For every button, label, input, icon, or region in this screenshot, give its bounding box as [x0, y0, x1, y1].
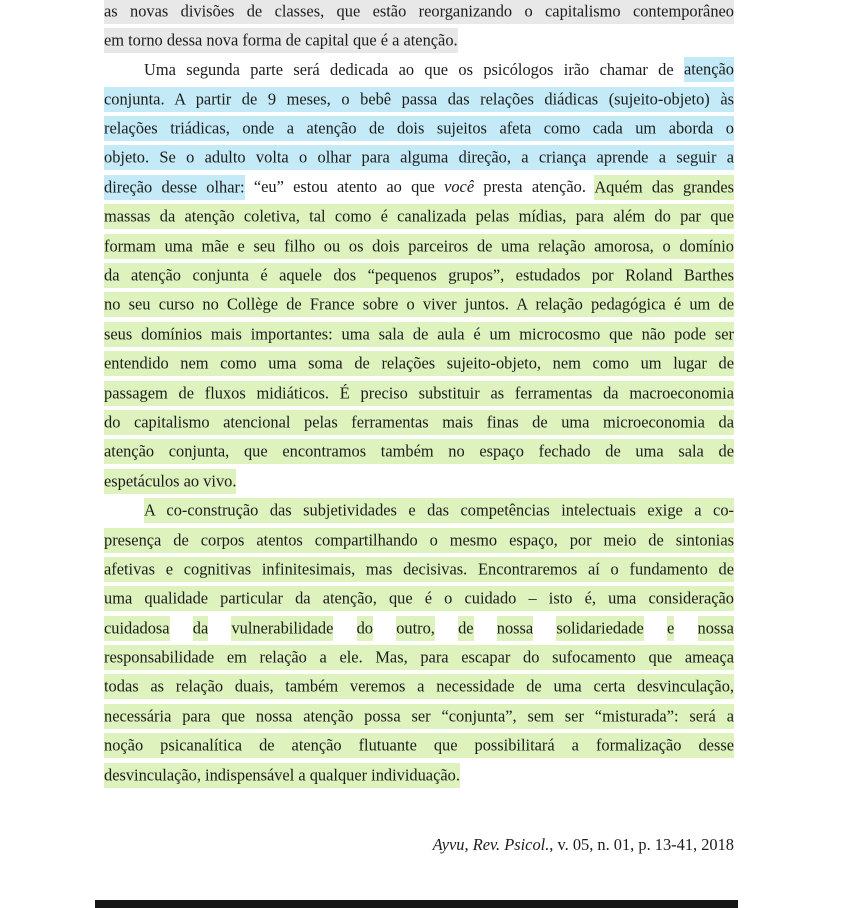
highlighted-word: e — [667, 616, 674, 641]
journal-citation — [104, 834, 734, 856]
highlighted-text: presença de corpos atentos compartilhando o mesmo espaço, por meio de sintonias — [104, 528, 734, 553]
text-line — [104, 319, 734, 348]
highlighted-text: responsabilidade em relação a ele. Mas, para escapar do sufocamento que ameaça — [104, 645, 734, 670]
text-line — [104, 760, 734, 789]
highlighted-text: atenção — [684, 57, 734, 82]
plain-text: Uma segunda parte será dedicada ao que os psicólogos irão chamar de — [144, 59, 684, 79]
highlighted-word: nossa — [698, 616, 734, 641]
text-line — [104, 496, 734, 525]
article-text-block — [104, 0, 734, 790]
highlighted-text: formam uma mãe e seu filho ou os dois parceiros de uma relação amorosa, o domínio — [104, 234, 734, 259]
plain-text: presta atenção. — [474, 177, 595, 197]
italic-text: Ayvu, Rev. Psicol. — [432, 835, 550, 854]
highlighted-word: outro, — [396, 616, 435, 641]
highlighted-text: seus domínios mais importantes: uma sala de aula é um microcosmo que não pode ser — [104, 322, 734, 347]
text-line — [104, 0, 734, 25]
highlighted-text: afetivas e cognitivas infinitesimais, mas decisivas. Encontraremos aí o fundamento de — [104, 557, 734, 582]
text-line — [104, 525, 734, 554]
text-line — [104, 554, 734, 583]
text-line — [104, 613, 734, 642]
highlighted-text: passagem de fluxos midiáticos. É preciso substituir as ferramentas da macroeconomia — [104, 381, 734, 406]
text-line — [104, 437, 734, 466]
highlighted-word: de — [458, 616, 473, 641]
highlighted-text: direção desse olhar: — [104, 175, 245, 200]
highlighted-text: relações triádicas, onde a atenção de dois sujeitos afeta como cada um aborda o — [104, 116, 734, 141]
text-line — [104, 261, 734, 290]
highlighted-word: do — [357, 616, 373, 641]
text-line — [104, 466, 734, 495]
text-line — [104, 701, 734, 730]
highlighted-text: no seu curso no Collège de France sobre o viver juntos. A relação pedagógica é um de — [104, 292, 734, 317]
text-line — [104, 378, 734, 407]
highlighted-text: uma qualidade particular da atenção, que é o cuidado – isto é, uma consideração — [104, 586, 734, 611]
highlighted-text: entendido nem como uma soma de relações sujeito-objeto, nem como um lugar de — [104, 351, 734, 376]
highlighted-word: da — [193, 616, 208, 641]
highlighted-word: solidariedade — [556, 616, 643, 641]
highlighted-text: atenção conjunta, que encontramos também no espaço fechado de uma sala de — [104, 439, 734, 464]
highlighted-text: desvinculação, indispensável a qualquer individuação. — [104, 763, 460, 788]
highlighted-text: conjunta. A partir de 9 meses, o bebê passa das relações diádicas (sujeito-objeto) às — [104, 87, 734, 112]
plain-text: “eu” estou atento ao que — [244, 177, 445, 197]
text-line — [104, 172, 734, 201]
highlighted-word: vulnerabilidade — [231, 616, 333, 641]
highlighted-text: todas as relação duais, também veremos a necessidade de uma certa desvinculação, — [104, 674, 734, 699]
text-line — [104, 231, 734, 260]
highlighted-text: em torno dessa nova forma de capital que é a atenção. — [104, 28, 458, 53]
highlighted-word: nossa — [497, 616, 533, 641]
text-line — [104, 290, 734, 319]
highlighted-text: A co-construção das subjetividades e das competências intelectuais exige a co- — [144, 498, 734, 523]
text-line — [104, 584, 734, 613]
highlighted-text: da atenção conjunta é aquele dos “pequenos grupos”, estudados por Roland Barthes — [104, 263, 734, 288]
text-line — [104, 84, 734, 113]
text-line — [104, 143, 734, 172]
highlighted-text: do capitalismo atencional pelas ferramentas mais finas de uma microeconomia da — [104, 410, 734, 435]
highlighted-text: objeto. Se o adulto volta o olhar para alguma direção, a criança aprende a seguir a — [104, 145, 734, 170]
text-line — [104, 349, 734, 378]
page-bottom-bar — [95, 900, 738, 908]
plain-text: , v. 05, n. 01, p. 13-41, 2018 — [549, 835, 734, 854]
text-line — [104, 731, 734, 760]
highlighted-text: espetáculos ao vivo. — [104, 469, 236, 494]
highlighted-word: cuidadosa — [104, 616, 170, 641]
highlighted-text: massas da atenção coletiva, tal como é canalizada pelas mídias, para além do par que — [104, 204, 734, 229]
text-line — [104, 643, 734, 672]
text-line — [104, 114, 734, 143]
highlighted-text: necessária para que nossa atenção possa ser “conjunta”, sem ser “misturada”: será a — [104, 704, 734, 729]
text-line — [104, 407, 734, 436]
text-line — [104, 25, 734, 54]
text-line — [104, 55, 734, 84]
highlighted-text: Aquém das grandes — [594, 175, 734, 200]
text-line — [104, 672, 734, 701]
text-line — [104, 202, 734, 231]
highlighted-text: noção psicanalítica de atenção flutuante que possibilitará a formalização desse — [104, 733, 734, 758]
italic-text: você — [444, 177, 475, 197]
highlighted-text: as novas divisões de classes, que estão reorganizando o capitalismo contemporâneo — [104, 0, 734, 24]
